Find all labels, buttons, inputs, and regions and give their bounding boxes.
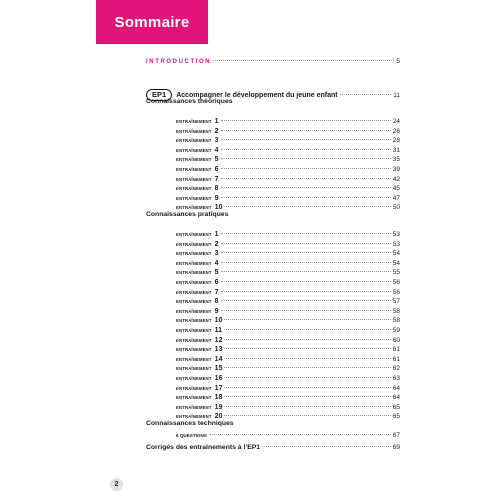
page-title: Sommaire [114,14,190,31]
entrainement-number: 4 [214,259,219,267]
page-ref: 61 [392,355,400,363]
entrainement-label: ENTRAÎNEMENT [176,232,212,237]
entrainement-label: ENTRAÎNEMENT [176,347,212,353]
entrainement-label: ENTRAÎNEMENT [176,186,212,192]
leader-dots [262,446,391,447]
page-ref: 54 [392,259,400,267]
leader-dots [224,415,390,416]
corriges-label: Corrigés des entraînements à l’EP1 [146,444,261,451]
page-ref: 11 [393,92,400,99]
page-ref: 69 [392,444,400,451]
entrainement-label: ENTRAÎNEMENT [176,289,212,295]
page-ref: 56 [392,288,400,296]
ep1-title: Accompagner le développement du jeune enfant [176,92,338,99]
entrainement-label: ENTRAÎNEMENT [176,147,212,153]
entrainement-number: 16 [214,375,223,382]
entrainement-number: 10 [214,204,223,212]
entrainement-label: ENTRAÎNEMENT [176,337,212,343]
entrainement-label: ENTRAÎNEMENT [176,167,212,172]
entrainement-number: 6 [214,279,219,286]
page-ref: 59 [392,327,400,334]
entrainement-label: ENTRAÎNEMENT [176,366,212,372]
six-questions-label: 6 QUESTIONS [176,433,207,438]
page-ref: 39 [392,166,400,173]
page-ref: 60 [392,336,400,344]
entrainement-number: 8 [214,185,219,193]
entrainement-number: 9 [214,307,219,315]
page-ref: 50 [392,204,400,212]
entrainement-number: 3 [214,250,219,258]
page-ref: 65 [392,413,400,421]
page-ref: 58 [392,307,400,315]
entrainement-number: 13 [214,346,223,354]
entrainement-number: 8 [214,298,219,306]
entrainement-label: ENTRAÎNEMENT [176,356,212,362]
entrainement-label: ENTRAÎNEMENT [176,205,212,211]
entrainement-label: ENTRAÎNEMENT [176,395,212,401]
entrainement-label: ENTRAÎNEMENT [176,414,212,420]
entrainement-label: ENTRAÎNEMENT [176,157,212,163]
entrainement-label: ENTRAÎNEMENT [176,195,212,201]
section-heading-pratiques: Connaissances pratiques [146,211,229,218]
page-ref: 53 [392,240,400,248]
leader-dots [209,434,391,435]
entrainement-label: ENTRAÎNEMENT [176,176,212,182]
entrainement-label: ENTRAÎNEMENT [176,251,212,257]
entrainement-number: 7 [214,175,219,183]
entrainement-number: 12 [214,336,223,344]
entrainement-number: 9 [214,194,219,202]
page-ref: 28 [392,137,400,145]
page-ref: 26 [392,127,400,135]
page-ref: 58 [392,317,400,325]
leader-dots [224,206,390,207]
entrainement-number: 14 [214,355,223,363]
section-heading-techniques: Connaissances techniques [146,420,234,427]
toc-row-introduction[interactable] [146,58,400,65]
page-ref: 65 [392,403,400,411]
page-ref: 45 [392,185,400,193]
leader-dots [340,94,392,95]
entrainement-number: 11 [214,327,223,334]
entrainement-label: ENTRAÎNEMENT [176,270,212,276]
page-ref: 56 [392,279,400,286]
entrainement-number: 4 [214,146,219,154]
entrainement-label: ENTRAÎNEMENT [176,119,212,124]
page-ref: 63 [392,375,400,382]
page-ref: 55 [392,269,400,277]
page-ref: 62 [392,365,400,373]
entrainement-number: 19 [214,403,223,411]
entrainement-number: 10 [214,317,223,325]
page-ref: 31 [392,146,400,154]
entrainement-number: 1 [214,231,219,238]
page-ref: 57 [392,298,400,306]
entrainement-number: 1 [214,118,219,125]
entrainement-label: ENTRAÎNEMENT [176,280,212,285]
entrainement-number: 3 [214,137,219,145]
entrainement-label: ENTRAÎNEMENT [176,308,212,314]
page-ref: 61 [392,346,400,354]
page-ref: 64 [392,384,400,392]
entrainement-label: ENTRAÎNEMENT [176,260,212,266]
entrainement-label: ENTRAÎNEMENT [176,128,212,134]
entrainement-label: ENTRAÎNEMENT [176,404,212,410]
page-ref: 53 [392,231,400,238]
entrainement-number: 2 [214,240,219,248]
ep1-badge: EP1 [146,89,172,101]
entrainement-number: 20 [214,413,223,421]
section-heading-theoriques: Connaissances théoriques [146,98,233,105]
page-ref: 35 [392,156,400,164]
page-ref: 67 [392,432,400,439]
entrainement-label: ENTRAÎNEMENT [176,376,212,381]
entrainement-label: ENTRAÎNEMENT [176,138,212,144]
entrainement-label: ENTRAÎNEMENT [176,241,212,247]
page-ref: 54 [392,250,400,258]
leader-dots [213,60,394,61]
page-ref: 64 [392,394,400,402]
entrainement-label: ENTRAÎNEMENT [176,385,212,391]
entrainement-number: 5 [214,156,219,164]
introduction-label: INTRODUCTION [146,59,212,65]
entrainement-number: 2 [214,127,219,135]
entrainement-number: 5 [214,269,219,277]
page-ref: 47 [392,194,400,202]
entrainement-number: 18 [214,394,223,402]
entrainement-number: 17 [214,384,223,392]
entrainement-number: 6 [214,166,219,173]
entrainement-label: ENTRAÎNEMENT [176,299,212,305]
entrainement-number: 7 [214,288,219,296]
page-ref: 5 [396,58,400,65]
toc-row-corriges[interactable] [146,444,400,451]
header-band [96,0,208,44]
entrainement-label: ENTRAÎNEMENT [176,318,212,324]
page-number: 2 [110,478,123,491]
entrainement-number: 15 [214,365,223,373]
entrainement-label: ENTRAÎNEMENT [176,328,212,333]
toc-row-six-questions[interactable] [176,432,400,439]
page-ref: 24 [392,118,400,125]
page-ref: 42 [392,175,400,183]
